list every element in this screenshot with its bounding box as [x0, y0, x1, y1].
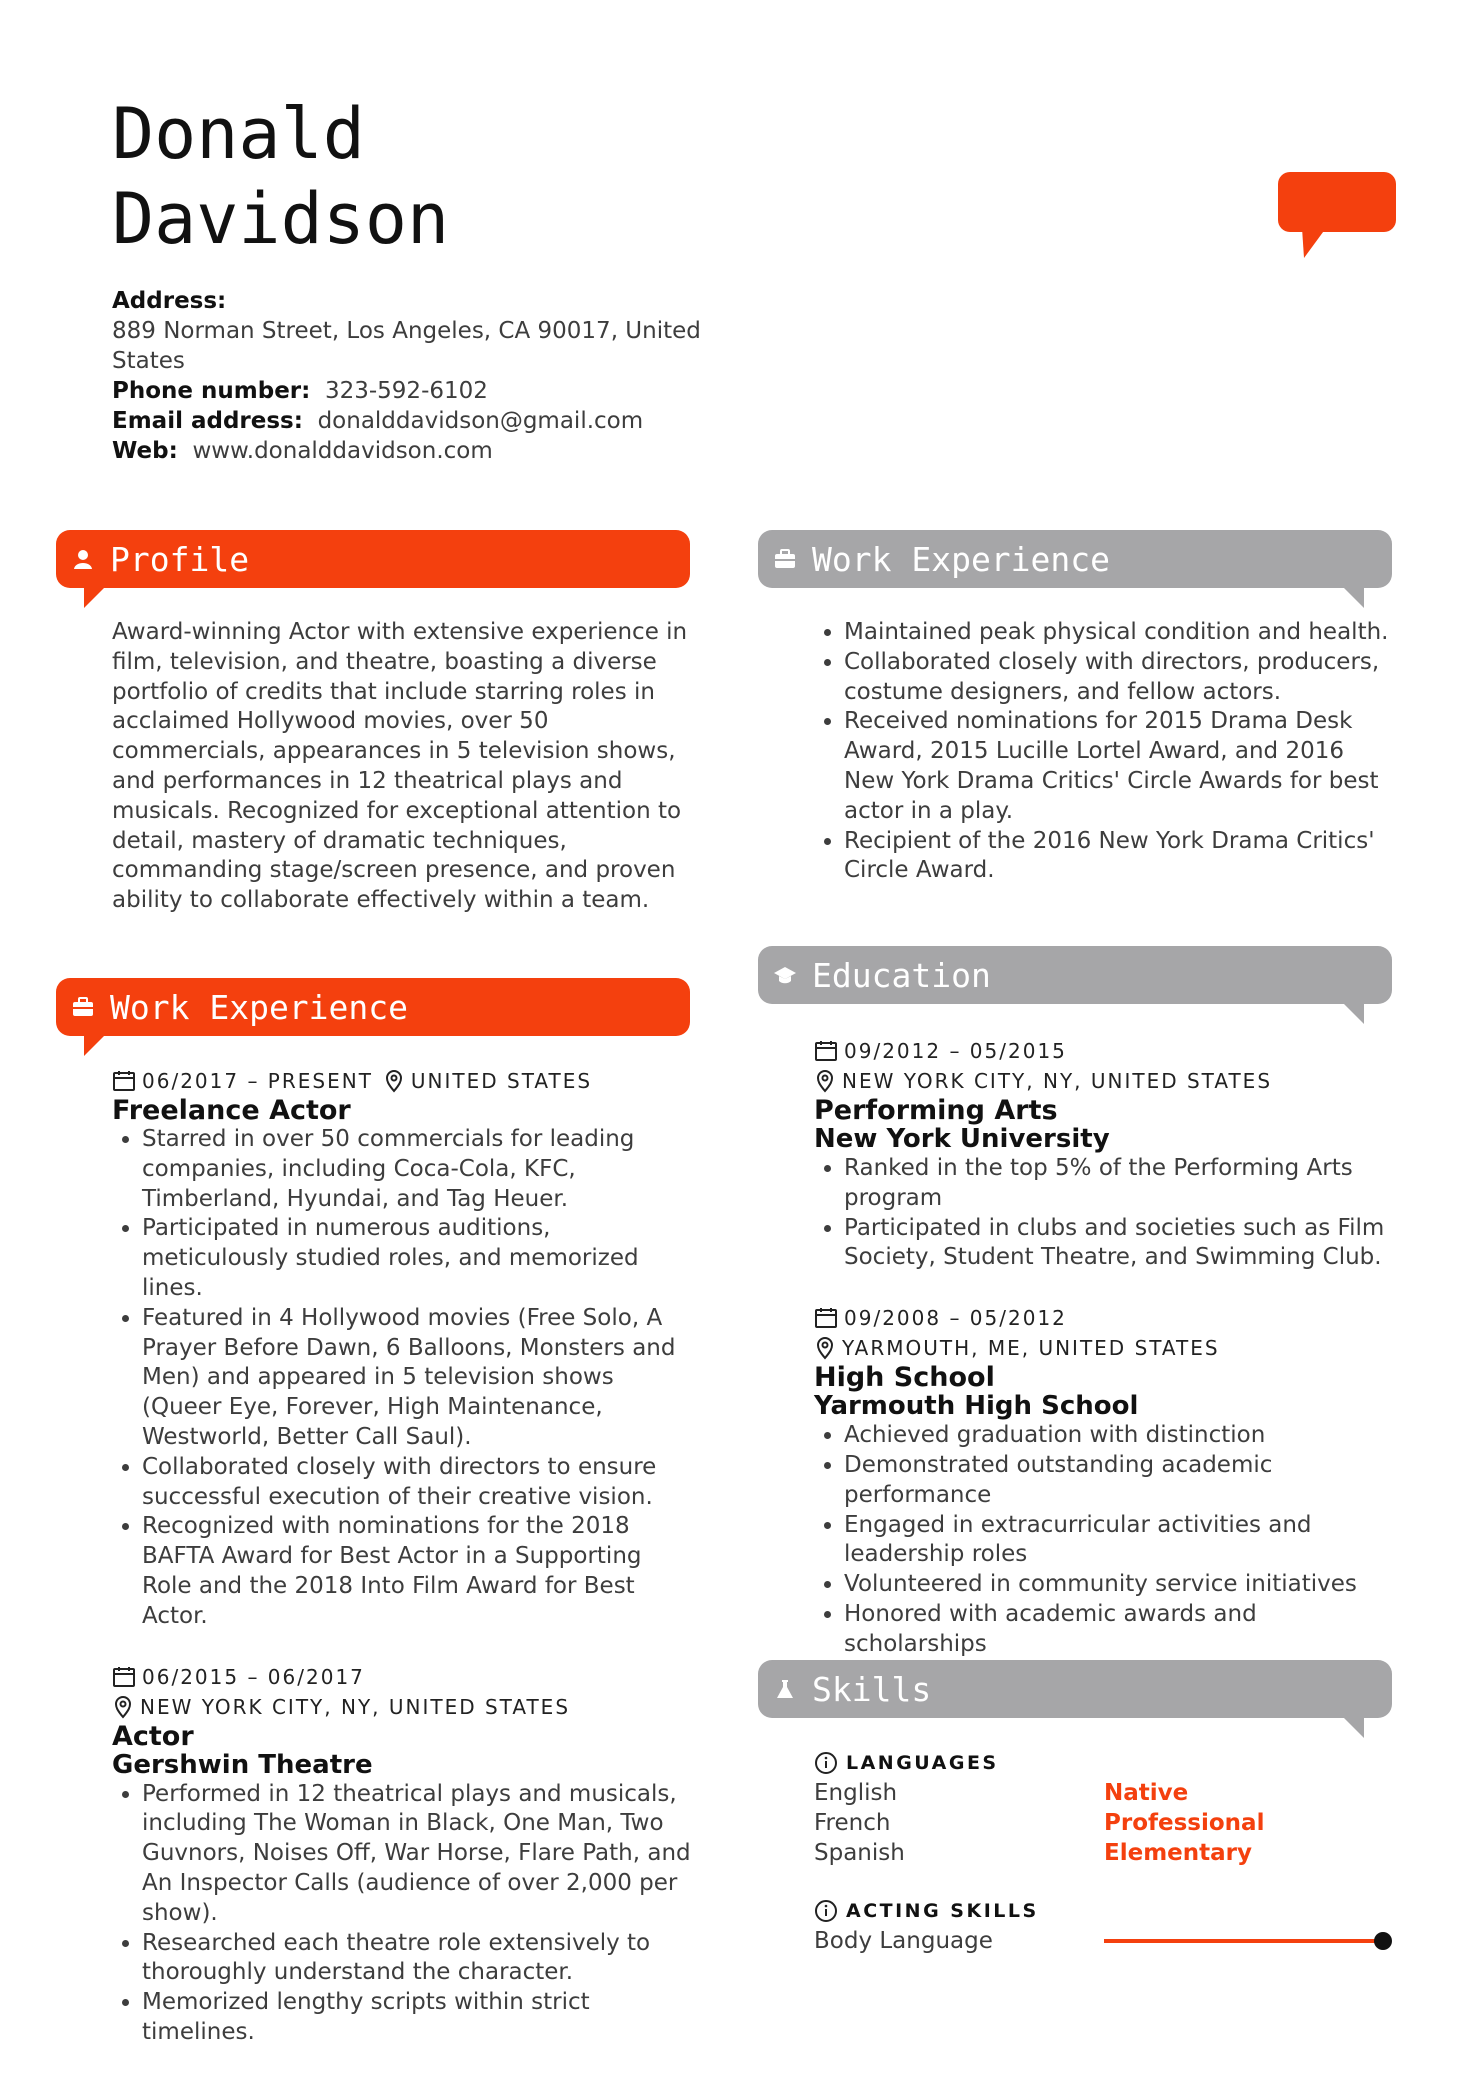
education-list [814, 1036, 1394, 1660]
candidate-name: Donald Davidson [112, 93, 450, 260]
job-bullet: • Participated in numerous auditions, meticulously studied roles, and memorized lines. [142, 1214, 692, 1303]
education-bullet: • Participated in clubs and societies such as Film Society, Student Theatre, and Swimming Club. [844, 1214, 1394, 1274]
language-name: English [814, 1780, 898, 1806]
profile-header [56, 530, 690, 588]
user-icon [72, 548, 94, 570]
language-row [814, 1778, 1394, 1808]
work-experience-continued-header [758, 530, 1392, 588]
contact-block [112, 286, 702, 466]
skill-level-marker [1374, 1932, 1392, 1950]
education-dates: 09/2012 – 05/2015 [844, 1039, 1067, 1063]
profile-text: Award-winning Actor with extensive experience in film, television, and theatre, boasting a diverse portfolio of credits that include starring roles in acclaimed Hollywood movies, over 50 commercials, appearances in 5 television shows, and performances in 12 theatrical plays and musicals. Recognized for exceptional attention to detail, mastery of dramatic techniques, commanding stage/screen presence, and proven ability to collaborate effectively within a team. [112, 619, 688, 914]
education-bullet: • Demonstrated outstanding academic performance [844, 1451, 1394, 1511]
acting-skills-label: ACTING SKILLS [846, 1900, 1039, 1922]
work-header-tail [84, 1034, 106, 1056]
calendar-icon [112, 1070, 136, 1092]
education-header [758, 946, 1392, 1004]
job-bullet: • Recipient of the 2016 New York Drama Critics' Circle Award. [844, 827, 1394, 887]
skills-tail [1342, 1716, 1364, 1738]
education-bullet: • Volunteered in community service initiatives [844, 1570, 1394, 1600]
language-name: Spanish [814, 1840, 905, 1866]
job-bullet: • Researched each theatre role extensively to thoroughly understand the character. [142, 1929, 692, 1989]
skills-header [758, 1660, 1392, 1718]
language-level: Professional [1104, 1810, 1265, 1836]
work-continued-list [814, 618, 1394, 886]
job-organization: Gershwin Theatre [112, 1749, 373, 1780]
job-location: UNITED STATES [410, 1069, 593, 1093]
job-title: Freelance Actor [112, 1095, 351, 1126]
education-bullet: • Achieved graduation with distinction [844, 1421, 1394, 1451]
job-bullet: • Collaborated closely with directors to ensure successful execution of their creative vision. [142, 1453, 692, 1513]
info-icon [814, 1751, 838, 1775]
job-bullet: • Starred in over 50 commercials for leading companies, including Coca-Cola, KFC, Timberland, Hyundai, and Tag Heuer. [142, 1125, 692, 1214]
job-title: Actor [112, 1720, 194, 1752]
map-pin-icon [814, 1336, 836, 1360]
education-entry [814, 1036, 1394, 1273]
education-bullet: • Honored with academic awards and scholarships [844, 1600, 1394, 1660]
education-school: New York University [814, 1124, 1110, 1154]
map-pin-icon [112, 1695, 134, 1719]
education-entry [814, 1303, 1394, 1659]
skills-section [814, 1748, 1394, 1956]
job-bullet: • Featured in 4 Hollywood movies (Free Solo, A Prayer Before Dawn, 6 Balloons, Monsters and Men) and appeared in 5 television shows (Queer Eye, Forever, High Maintenance, Westworld, Better Call Saul). [142, 1304, 692, 1453]
job-location: NEW YORK CITY, NY, UNITED STATES [140, 1694, 571, 1719]
web-label: Web: [112, 438, 178, 464]
address-label: Address: [112, 288, 227, 314]
education-degree: High School [814, 1362, 995, 1394]
work-continued-tail [1342, 586, 1364, 608]
work-experience-heading: Work Experience [110, 987, 409, 1027]
language-row [814, 1808, 1394, 1838]
job-bullet: • Collaborated closely with directors, producers, costume designers, and fellow actors. [844, 648, 1394, 708]
language-level: Elementary [1104, 1840, 1252, 1866]
job-dates: 06/2015 – 06/2017 [142, 1664, 365, 1689]
graduation-cap-icon [774, 964, 796, 986]
phone-label: Phone number: [112, 378, 311, 404]
calendar-icon [814, 1307, 838, 1329]
job-entry [112, 1066, 692, 1632]
acting-skill-row [814, 1926, 1394, 1956]
language-level: Native [1104, 1780, 1189, 1806]
profile-header-tail [84, 586, 106, 608]
job-bullet: • Maintained peak physical condition and health. [844, 618, 1394, 648]
speech-bubble-icon [1278, 172, 1396, 258]
skills-heading: Skills [812, 1669, 932, 1709]
email-label: Email address: [112, 408, 303, 434]
education-heading: Education [812, 955, 991, 995]
language-name: French [814, 1810, 891, 1836]
work-experience-list [112, 1066, 692, 2048]
calendar-icon [814, 1040, 838, 1062]
map-pin-icon [383, 1069, 405, 1093]
work-experience-header [56, 978, 690, 1036]
job-bullet: • Memorized lengthy scripts within strict timelines. [142, 1988, 692, 2048]
education-location: NEW YORK CITY, NY, UNITED STATES [842, 1069, 1273, 1093]
language-row [814, 1838, 1394, 1868]
flask-icon [774, 1678, 796, 1700]
job-bullet: • Performed in 12 theatrical plays and musicals, including The Woman in Black, One Man, Two Guvnors, Noises Off, War Horse, Flare Path, and An Inspector Calls (audience of over 2,000 per show). [142, 1780, 692, 1929]
calendar-icon [112, 1666, 136, 1688]
education-bullet: • Engaged in extracurricular activities and leadership roles [844, 1511, 1394, 1571]
job-dates: 06/2017 – PRESENT [142, 1069, 373, 1093]
web-value: www.donalddavidson.com [192, 438, 493, 464]
skill-level-bar [1104, 1930, 1394, 1952]
job-bullet: • Received nominations for 2015 Drama Desk Award, 2015 Lucille Lortel Award, and 2016 New York Drama Critics' Circle Awards for best actor in a play. [844, 707, 1394, 826]
job-entry [112, 1662, 692, 2048]
address-value: 889 Norman Street, Los Angeles, CA 90017, United States [112, 318, 701, 374]
education-school: Yarmouth High School [814, 1391, 1139, 1422]
job-bullet: • Recognized with nominations for the 2018 BAFTA Award for Best Actor in a Supporting Role and the 2018 Into Film Award for Best Actor. [142, 1512, 692, 1631]
languages-label: LANGUAGES [846, 1752, 999, 1774]
education-location: YARMOUTH, ME, UNITED STATES [842, 1336, 1220, 1361]
education-degree: Performing Arts [814, 1095, 1058, 1126]
briefcase-icon [72, 996, 94, 1018]
education-dates: 09/2008 – 05/2012 [844, 1306, 1067, 1331]
work-experience-continued-heading: Work Experience [812, 539, 1111, 579]
briefcase-icon [774, 548, 796, 570]
map-pin-icon [814, 1069, 836, 1093]
info-icon [814, 1899, 838, 1923]
education-bullet: • Ranked in the top 5% of the Performing Arts program [844, 1154, 1394, 1214]
education-tail [1342, 1002, 1364, 1024]
acting-skill-name: Body Language [814, 1928, 993, 1954]
phone-value: 323-592-6102 [324, 378, 488, 404]
profile-heading: Profile [110, 539, 250, 579]
email-value: donalddavidson@gmail.com [317, 408, 644, 434]
